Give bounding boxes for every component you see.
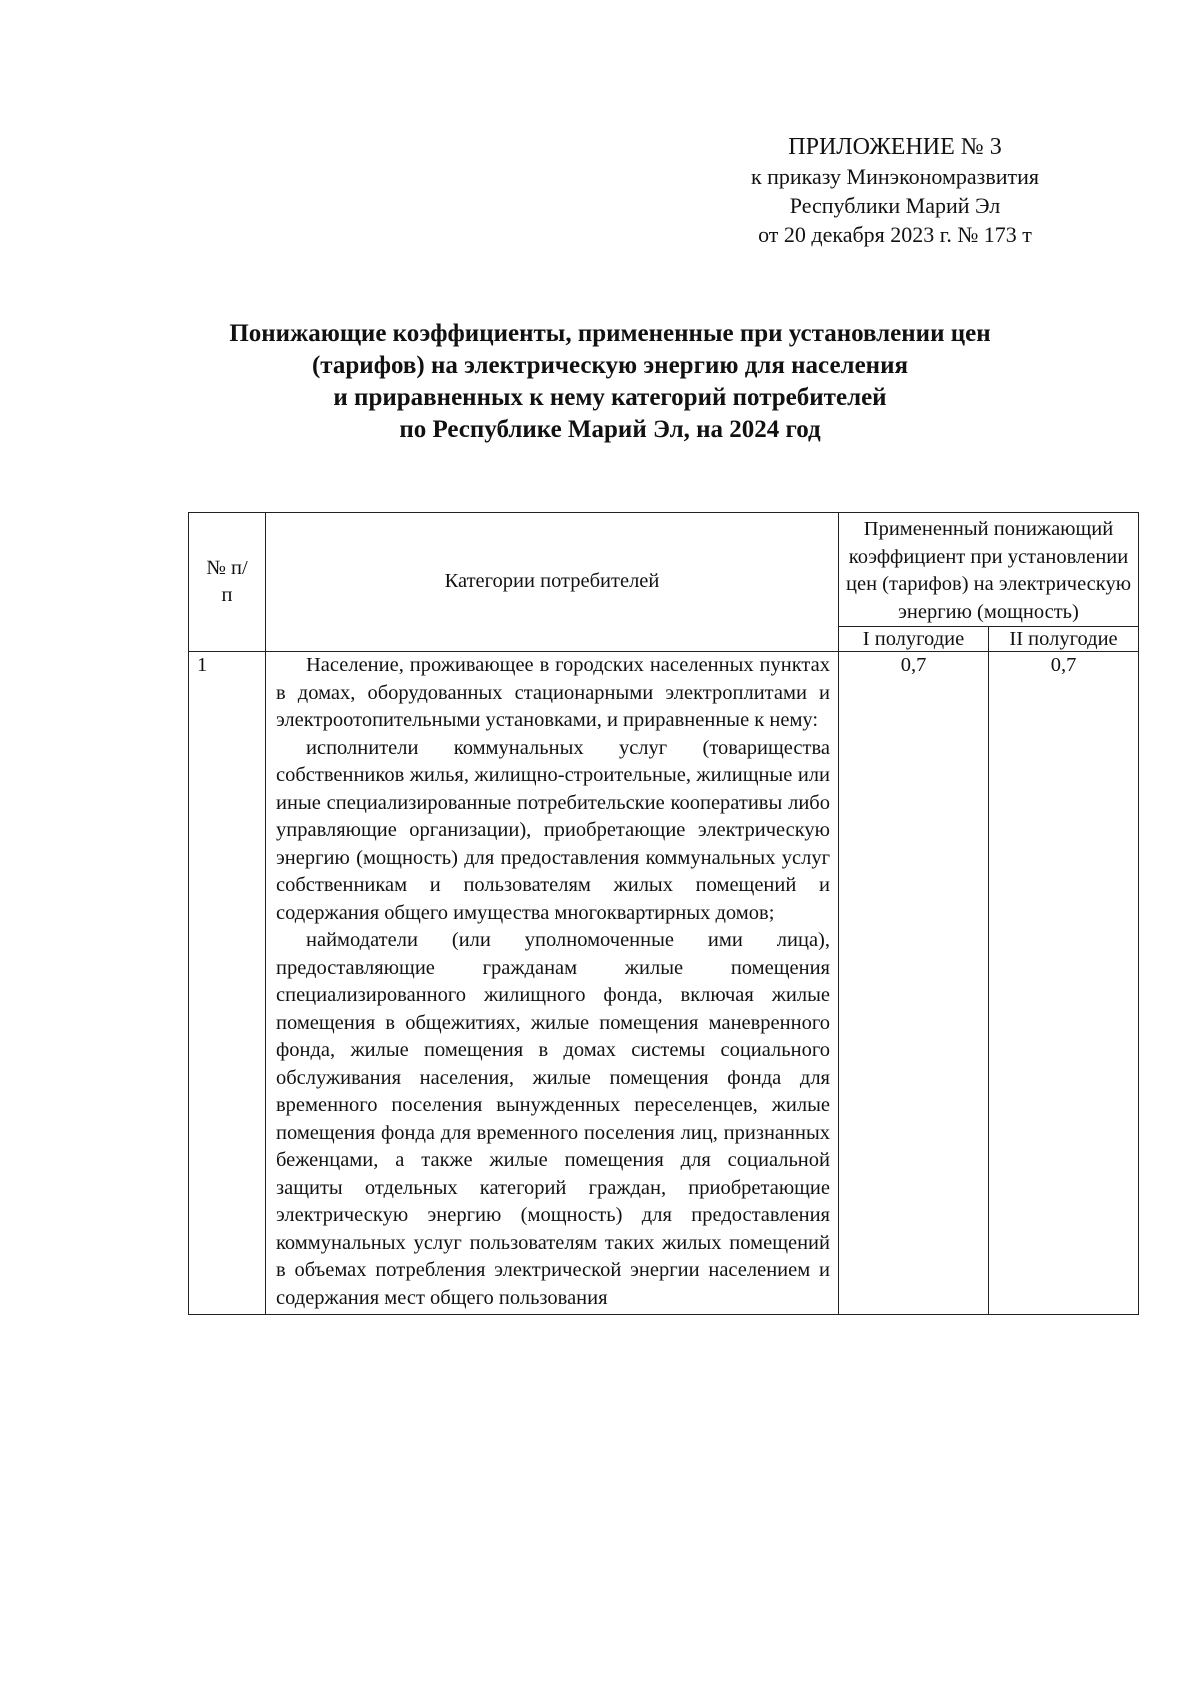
row-number: 1 xyxy=(189,652,266,1315)
row-value-half-2: 0,7 xyxy=(989,652,1139,1315)
row-value-half-1: 0,7 xyxy=(839,652,989,1315)
header-number: № п/п xyxy=(189,513,266,652)
title-line-1: Понижающие коэффициенты, примененные при установлении цен xyxy=(229,320,991,347)
appendix-line-republic: Республики Марий Эл xyxy=(789,193,1001,218)
title-line-3: и приравненных к нему категорий потребителей xyxy=(333,384,887,411)
category-paragraph-1: Население, проживающее в городских населенных пунктах в домах, оборудованных стационарными электроплитами и электроотопительными установками, и приравненные к нему: xyxy=(276,654,830,731)
row-category xyxy=(266,652,839,1315)
title-line-2: (тарифов) на электрическую энергию для населения xyxy=(311,352,909,379)
table-row xyxy=(189,652,1139,1315)
category-paragraph-3: наймодатели (или уполномоченные ими лица), предоставляющие гражданам жилые помещения специализированного жилищного фонда, включая жилые помещения в общежитиях, жилые помещения маневренного фонда, жилые помещения в домах системы социального обслуживания населения, жилые помещения фонда для временного поселения вынужденных переселенцев, жилые помещения фонда для временного поселения лиц, признанных беженцами, а также жилые помещения для социальной защиты отдельных категорий граждан, приобретающие электрическую энергию (мощность) для предоставления коммунальных услуг пользователям таких жилых помещений в объемах потребления электрической энергии населением и содержания мест общего пользования xyxy=(276,929,830,1309)
table-header-row xyxy=(189,513,1139,627)
header-half-2: II полугодие xyxy=(989,627,1139,652)
appendix-block xyxy=(690,132,1100,249)
header-category: Категории потребителей xyxy=(266,513,839,652)
document-title xyxy=(150,318,1070,446)
title-line-4: по Республике Марий Эл, на 2024 год xyxy=(399,416,821,443)
category-paragraph-2: исполнители коммунальных услуг (товарищества собственников жилья, жилищно-строительные, жилищные или иные специализированные потребительские кооперативы либо управляющие организации), приобретающие электрическую энергию (мощность) для предоставления коммунальных услуг собственникам и пользователям жилых помещений и содержания общего имущества многоквартирных домов; xyxy=(276,736,830,924)
appendix-line-date: от 20 декабря 2023 г. № 173 т xyxy=(758,222,1032,247)
header-half-1: I полугодие xyxy=(839,627,989,652)
appendix-line-order: к приказу Минэкономразвития xyxy=(750,164,1040,189)
appendix-heading: ПРИЛОЖЕНИЕ № 3 xyxy=(788,134,1002,160)
header-coefficient: Примененный понижающий коэффициент при установлении цен (тарифов) на электрическую энергию (мощность) xyxy=(839,513,1139,627)
coefficients-table xyxy=(188,512,1139,1315)
